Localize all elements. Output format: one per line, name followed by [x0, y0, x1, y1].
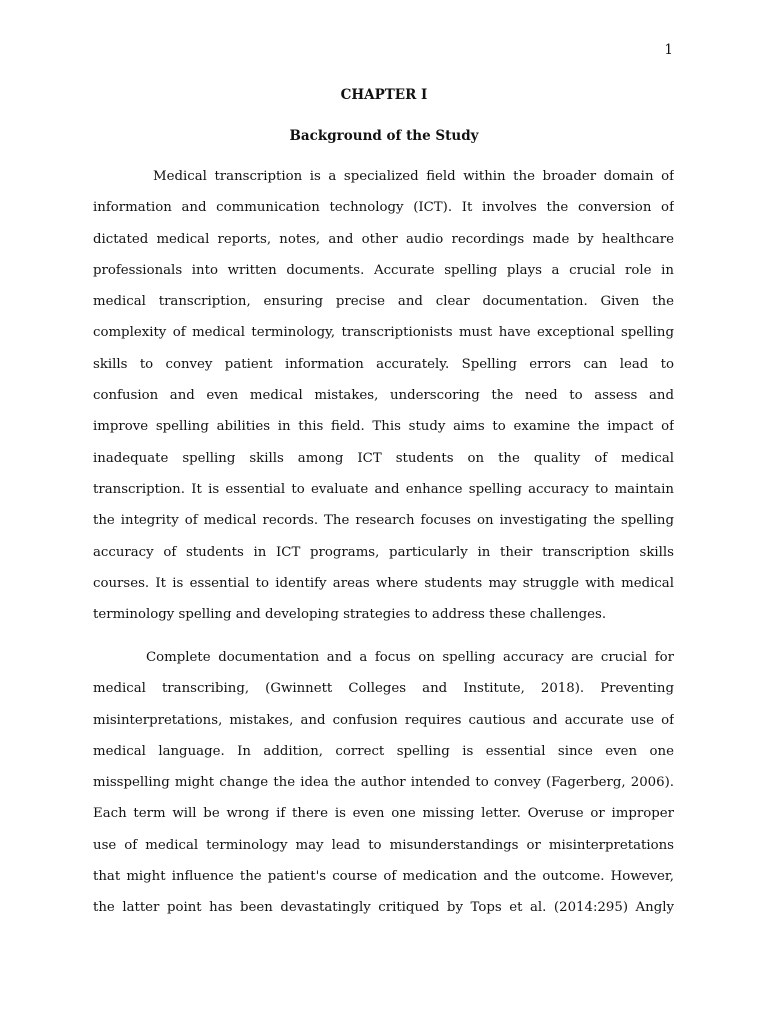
paragraph-line: Medical transcription is a specialized field within the broader domain of — [153, 169, 674, 184]
section-title: Background of the Study — [289, 128, 479, 144]
paragraph-line: medical transcription, ensuring precise and clear documentation. Given the — [93, 294, 674, 310]
paragraph-line: misinterpretations, mistakes, and confusion requires cautious and accurate use of — [93, 712, 674, 728]
paragraph-line: misspelling might change the idea the author intended to convey (Fagerberg, 2006). — [93, 775, 674, 791]
paragraph-line: inadequate spelling skills among ICT students on the quality of medical — [93, 450, 674, 466]
paragraph-line: transcription. It is essential to evaluate and enhance spelling accuracy to maintain — [93, 481, 674, 497]
paragraph-line: skills to convey patient information accurately. Spelling errors can lead to — [93, 356, 674, 372]
paragraph-line: use of medical terminology may lead to misunderstandings or misinterpretations — [93, 837, 674, 853]
paragraph-line: professionals into written documents. Accurate spelling plays a crucial role in — [93, 262, 674, 278]
paragraph-line: Complete documentation and a focus on spelling accuracy are crucial for — [146, 650, 674, 665]
paragraph-line: confusion and even medical mistakes, underscoring the need to assess and — [93, 388, 674, 404]
paragraph-line: the latter point has been devastatingly critiqued by Tops et al. (2014:295) Angly — [93, 900, 674, 916]
paragraph-line: information and communication technology (ICT). It involves the conversion of — [93, 200, 674, 216]
paragraph-line: the integrity of medical records. The research focuses on investigating the spelling — [93, 513, 674, 529]
page-number: 1 — [664, 42, 673, 58]
paragraph-line: courses. It is essential to identify areas where students may struggle with medical — [93, 575, 674, 591]
paragraph-line: that might influence the patient's course of medication and the outcome. However, — [93, 869, 674, 885]
paragraph-line: medical language. In addition, correct spelling is essential since even one — [93, 743, 674, 759]
paragraph-1 — [93, 166, 674, 635]
paragraph-line: terminology spelling and developing strategies to address these challenges. — [93, 607, 607, 623]
paragraph-line: accuracy of students in ICT programs, particularly in their transcription skills — [93, 544, 674, 560]
paragraph-line: improve spelling abilities in this field. This study aims to examine the impact of — [93, 419, 674, 435]
chapter-title: CHAPTER I — [340, 87, 428, 103]
paragraph-line: dictated medical reports, notes, and other audio recordings made by healthcare — [93, 231, 674, 247]
paragraph-line: medical transcribing, (Gwinnett Colleges and Institute, 2018). Preventing — [93, 681, 674, 697]
paragraph-line: Each term will be wrong if there is even one missing letter. Overuse or improper — [93, 806, 674, 822]
paragraph-2 — [93, 647, 674, 929]
paragraph-line: complexity of medical terminology, transcriptionists must have exceptional spelling — [93, 325, 674, 341]
